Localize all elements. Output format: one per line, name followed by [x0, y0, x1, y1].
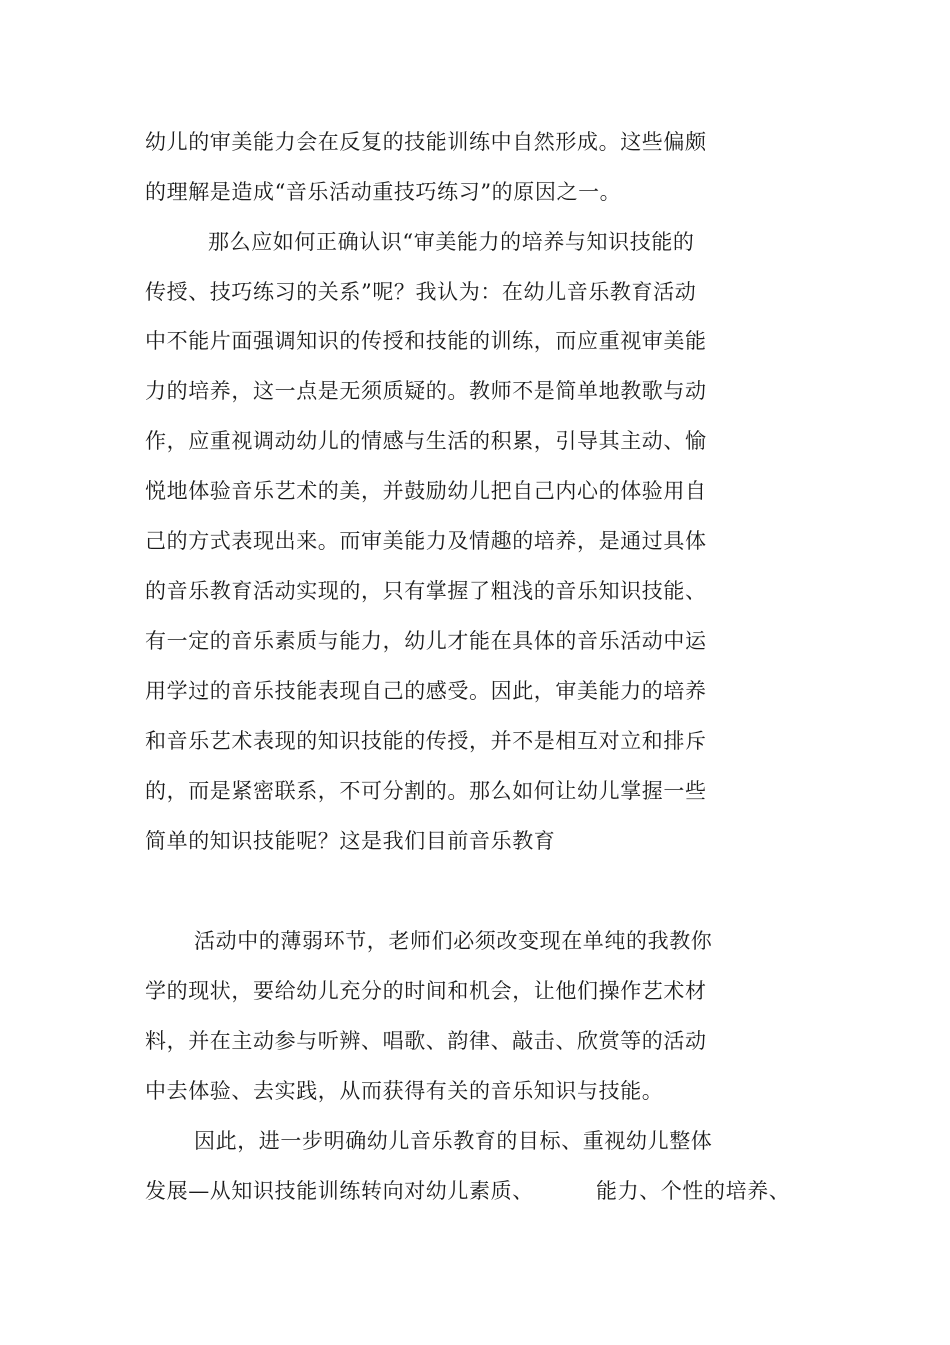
text-line: 的，而是紧密联系，不可分割的。那么如何让幼儿掌握一些 — [145, 779, 707, 803]
text-line: 和音乐艺术表现的知识技能的传授，并不是相互对立和排斥 — [145, 729, 707, 753]
text-line: 学的现状，要给幼儿充分的时间和机会，让他们操作艺术材 — [145, 979, 707, 1003]
text-line: 有一定的音乐素质与能力，幼儿才能在具体的音乐活动中运 — [145, 629, 707, 653]
text-line: 传授、技巧练习的关系”呢？我认为：在幼儿音乐教育活动 — [145, 280, 697, 304]
text-line: 发展—从知识技能训练转向对幼儿素质、 — [145, 1179, 534, 1203]
text-line: 悦地体验音乐艺术的美，并鼓励幼儿把自己内心的体验用自 — [145, 479, 707, 503]
text-line: 料，并在主动参与听辨、唱歌、韵律、敲击、欣赏等的活动 — [145, 1029, 707, 1053]
text-line: 简单的知识技能呢？这是我们目前音乐教育 — [145, 829, 556, 853]
text-line: 的音乐教育活动实现的，只有掌握了粗浅的音乐知识技能、 — [145, 579, 707, 603]
text-line: 中不能片面强调知识的传授和技能的训练，而应重视审美能 — [145, 329, 707, 353]
text-line: 幼儿的审美能力会在反复的技能训练中自然形成。这些偏颇 — [145, 130, 707, 154]
text-line: 用学过的音乐技能表现自己的感受。因此，审美能力的培养 — [145, 679, 707, 703]
text-line: 因此，进一步明确幼儿音乐教育的目标、重视幼儿整体 — [194, 1129, 713, 1153]
text-line: 的理解是造成“音乐活动重技巧练习”的原因之一。 — [145, 180, 622, 204]
text-line: 力的培养，这一点是无须质疑的。教师不是简单地教歌与动 — [145, 379, 707, 403]
text-line: 己的方式表现出来。而审美能力及情趣的培养，是通过具体 — [145, 529, 707, 553]
text-line: 活动中的薄弱环节，老师们必须改变现在单纯的我教你 — [194, 929, 713, 953]
text-line: 作，应重视调动幼儿的情感与生活的积累，引导其主动、愉 — [145, 429, 707, 453]
text-line: 能力、个性的培养、 — [596, 1179, 791, 1203]
text-line: 中去体验、去实践，从而获得有关的音乐知识与技能。 — [145, 1079, 664, 1103]
text-line: 那么应如何正确认识“审美能力的培养与知识技能的 — [208, 230, 695, 254]
